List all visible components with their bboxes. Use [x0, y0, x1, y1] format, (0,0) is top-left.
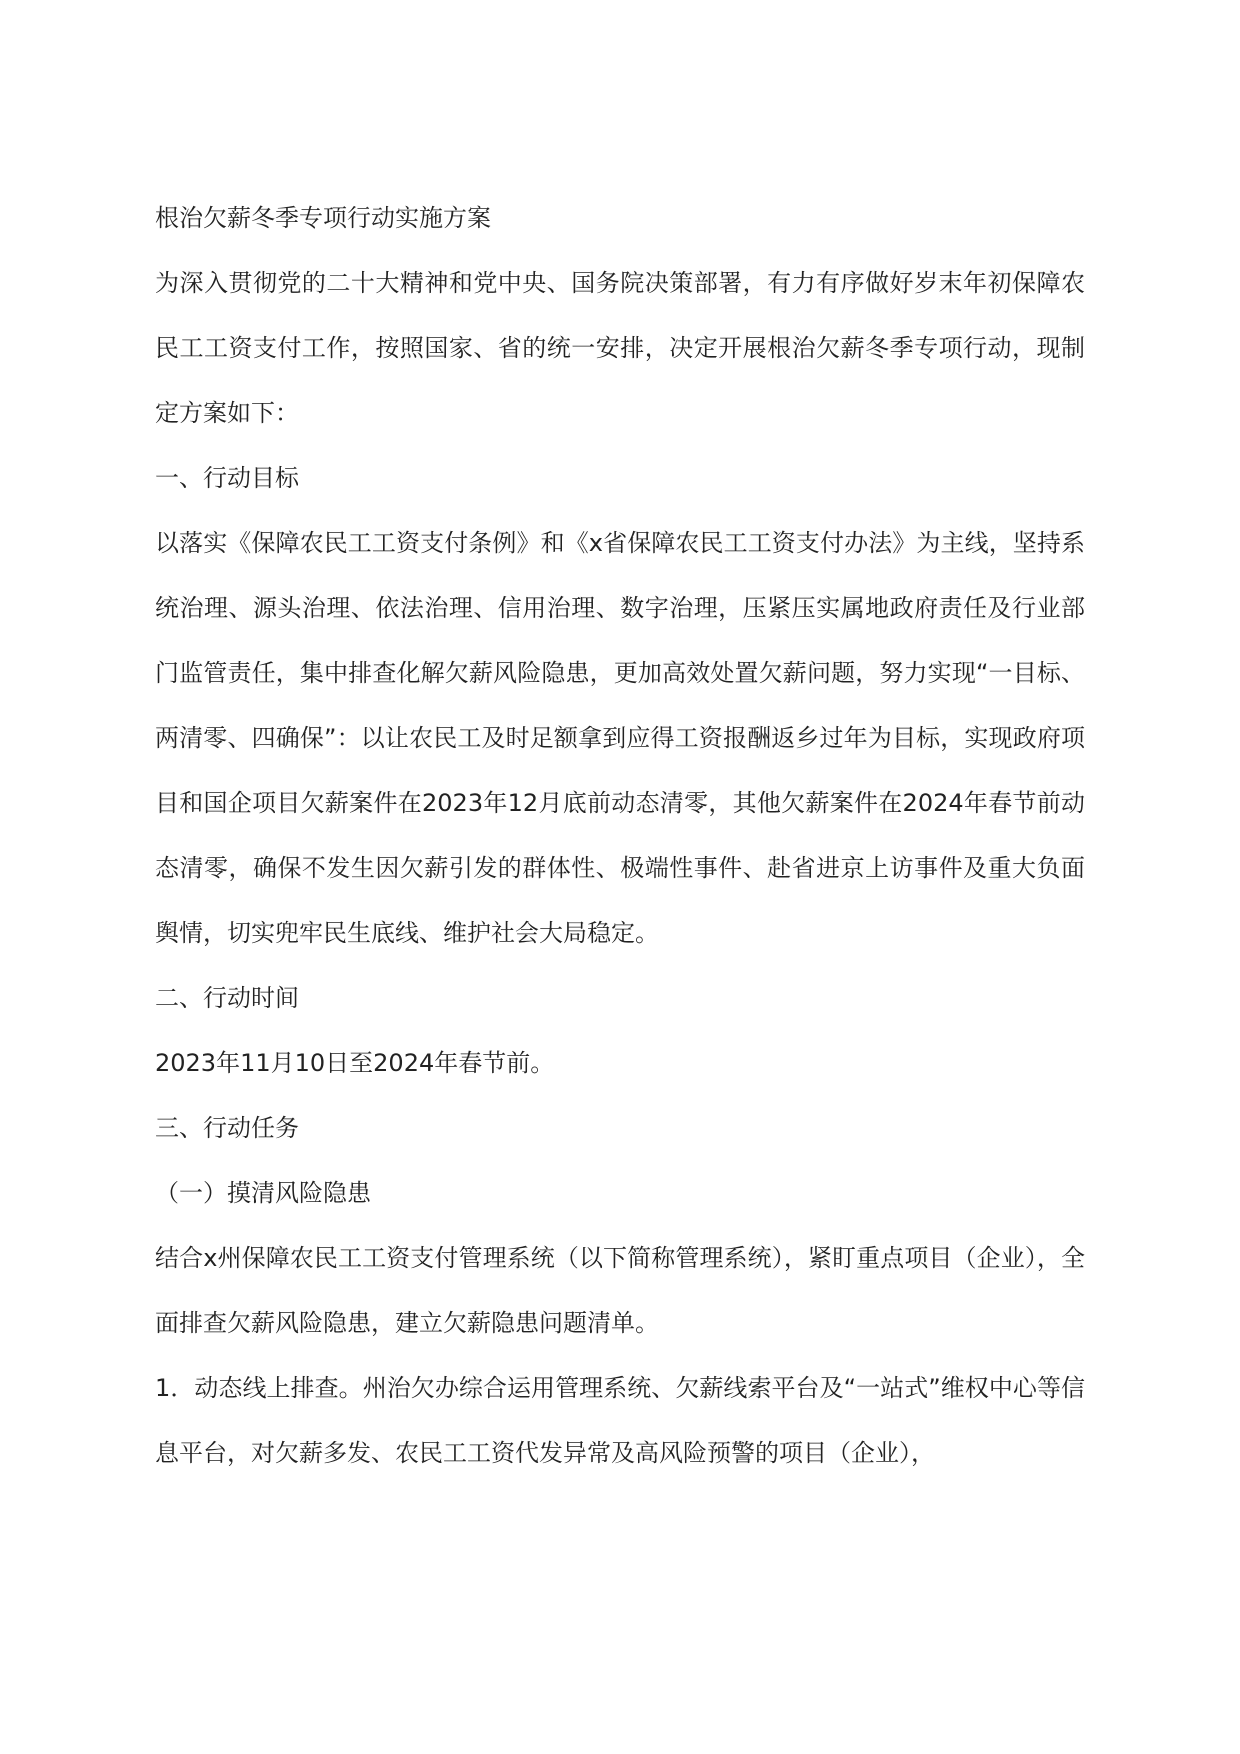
section-heading-tasks: 三、行动任务 [155, 1114, 299, 1142]
time-paragraph: 2023年11月10日至2024年春节前。 [155, 1049, 555, 1077]
section-heading-time: 二、行动时间 [155, 984, 299, 1012]
goals-paragraph: 以落实《保障农民工工资支付条例》和《x省保障农民工工资支付办法》为主线，坚持系统治理、源头治理、依法治理、信用治理、数字治理，压紧压实属地政府责任及行业部门监管责任，集中排查化解欠薪风险隐患，更加高效处置欠薪问题，努力实现“一目标、两清零、四确保”：以让农民工及时足额拿到应得工资报酬返乡过年为目标，实现政府项目和国企项目欠薪案件在2023年12月底前动态清零，其他欠薪案件在2024年春节前动态清零，确保不发生因欠薪引发的群体性、极端性事件、赴省进京上访事件及重大负面舆情，切实兜牢民生底线、维护社会大局稳定。 [155, 529, 1085, 947]
document-body [155, 186, 1085, 1486]
document-title: 根治欠薪冬季专项行动实施方案 [155, 204, 491, 232]
subsection-heading-risks: （一）摸清风险隐患 [155, 1179, 371, 1207]
risks-paragraph: 结合x州保障农民工工资支付管理系统（以下简称管理系统），紧盯重点项目（企业），全面排查欠薪风险隐患，建立欠薪隐患问题清单。 [155, 1244, 1085, 1337]
section-heading-goals: 一、行动目标 [155, 464, 299, 492]
item-online-check: 1．动态线上排查。州治欠办综合运用管理系统、欠薪线索平台及“一站式”维权中心等信息平台，对欠薪多发、农民工工资代发异常及高风险预警的项目（企业）， [155, 1374, 1085, 1467]
intro-paragraph: 为深入贯彻党的二十大精神和党中央、国务院决策部署，有力有序做好岁末年初保障农民工工资支付工作，按照国家、省的统一安排，决定开展根治欠薪冬季专项行动，现制定方案如下： [155, 269, 1085, 427]
